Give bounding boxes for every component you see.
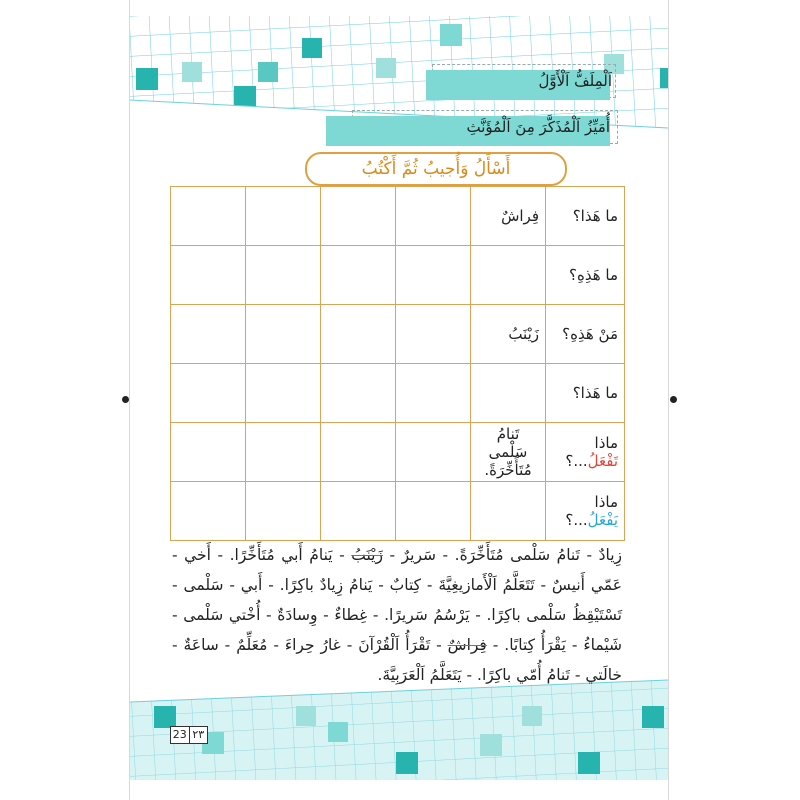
question-text: ما هَذا؟ [572, 207, 618, 225]
empty-cell[interactable] [171, 482, 246, 541]
answer-cell[interactable] [471, 305, 546, 364]
question-cell [546, 423, 625, 482]
page-number-western: 23 [172, 728, 187, 741]
answer-text: تَنامُ سَلْمى [488, 425, 528, 461]
answer-text: زَيْنَبُ [508, 325, 539, 343]
empty-cell[interactable] [321, 246, 396, 305]
table-row [171, 187, 625, 246]
question-cell [546, 305, 625, 364]
struck-word: فِراشٌ [447, 636, 487, 654]
word-bank-text: زِيادٌ - تَنامُ سَلْمى مُتَأَخِّرَةً. - سَريرٌ - [382, 546, 622, 564]
answer-cell[interactable] [471, 246, 546, 305]
registration-mark-right [670, 396, 677, 403]
word-bank [172, 540, 622, 690]
answer-text: فِراشٌ [501, 207, 539, 225]
page-number-arabic: ٢٣ [189, 727, 208, 743]
empty-cell[interactable] [246, 246, 321, 305]
empty-cell[interactable] [246, 187, 321, 246]
registration-mark-left [122, 396, 129, 403]
question-text: ماذا [594, 434, 618, 452]
bottom-grid-decoration [130, 676, 668, 800]
answer-cell[interactable] [471, 423, 546, 482]
empty-cell[interactable] [246, 305, 321, 364]
answer-text-line2: مُتَأَخِّرَةً. [484, 461, 532, 479]
answer-cell[interactable] [471, 364, 546, 423]
instruction-text: أَسْأَلُ وَأُجيبُ ثُمَّ أَكْتُبُ [361, 159, 511, 179]
empty-cell[interactable] [321, 305, 396, 364]
question-ellipsis: ...؟ [565, 452, 588, 470]
table-row [171, 246, 625, 305]
empty-cell[interactable] [171, 423, 246, 482]
question-text: ماذا [594, 493, 618, 511]
empty-cell[interactable] [321, 423, 396, 482]
question-answer-table [170, 186, 625, 541]
empty-cell[interactable] [246, 482, 321, 541]
empty-cell[interactable] [396, 246, 471, 305]
table-row [171, 305, 625, 364]
empty-cell[interactable] [321, 364, 396, 423]
empty-cell[interactable] [171, 187, 246, 246]
question-text: مَنْ هَذِهِ؟ [562, 325, 618, 343]
answer-cell[interactable] [471, 482, 546, 541]
empty-cell[interactable] [396, 187, 471, 246]
empty-cell[interactable] [396, 364, 471, 423]
empty-cell[interactable] [171, 246, 246, 305]
empty-cell[interactable] [321, 187, 396, 246]
table-row [171, 482, 625, 541]
empty-cell[interactable] [246, 364, 321, 423]
verb-accent-red: تَفْعَلُ [587, 452, 618, 470]
question-line2 [552, 511, 618, 529]
section-title: اَلْمِلَفُّ اَلْأَوَّلُ [538, 72, 612, 90]
verb-accent-blue: يَفْعَلُ [587, 511, 618, 529]
question-ellipsis: ...؟ [565, 511, 588, 529]
question-text: ما هَذِهِ؟ [569, 266, 618, 284]
page-number [170, 726, 208, 744]
word-bank-text: - يَنامُ أَبي مُتَأَخِّرًا. - أَخي - عَمّي أَنيسٌ - تَتَعَلَّمُ اَلْأَمازيغِيَّةَ - كِتابٌ - يَنامُ زِيادٌ باكِرًا. - أَبي - سَلْمى - تَسْتَيْقِظُ سَلْمى باكِرًا. - يَرْسُمُ سَريرًا. - غِطاءٌ - وِسادَةٌ - أُخْتي سَلْمى - شَيْماءُ - يَقْرَأُ كِتابًا. - [172, 546, 622, 654]
page-edge-right [668, 0, 669, 800]
instruction-banner [305, 152, 567, 186]
table-row [171, 423, 625, 482]
empty-cell[interactable] [321, 482, 396, 541]
question-cell [546, 364, 625, 423]
word-bank-text: - تَقْرَأُ اَلْقُرْآنَ - غارُ حِراءَ - مُعَلِّمٌ - ساعَةٌ - خالَتي - تَنامُ أُمّي باكِرًا. - يَتَعَلَّمُ اَلْعَرَبِيَّةَ. [172, 636, 622, 684]
question-cell [546, 187, 625, 246]
empty-cell[interactable] [396, 423, 471, 482]
lesson-title: أُمَيِّزُ اَلْمُذَكَّرَ مِنَ اَلْمُؤَنَّثِ [466, 118, 610, 136]
empty-cell[interactable] [171, 305, 246, 364]
empty-cell[interactable] [171, 364, 246, 423]
answer-cell[interactable] [471, 187, 546, 246]
question-line2 [552, 452, 618, 470]
empty-cell[interactable] [396, 305, 471, 364]
table-row [171, 364, 625, 423]
empty-cell[interactable] [246, 423, 321, 482]
struck-word: زَيْنَبُ [351, 546, 383, 564]
question-cell [546, 482, 625, 541]
question-cell [546, 246, 625, 305]
empty-cell[interactable] [396, 482, 471, 541]
question-text: ما هَذا؟ [572, 384, 618, 402]
